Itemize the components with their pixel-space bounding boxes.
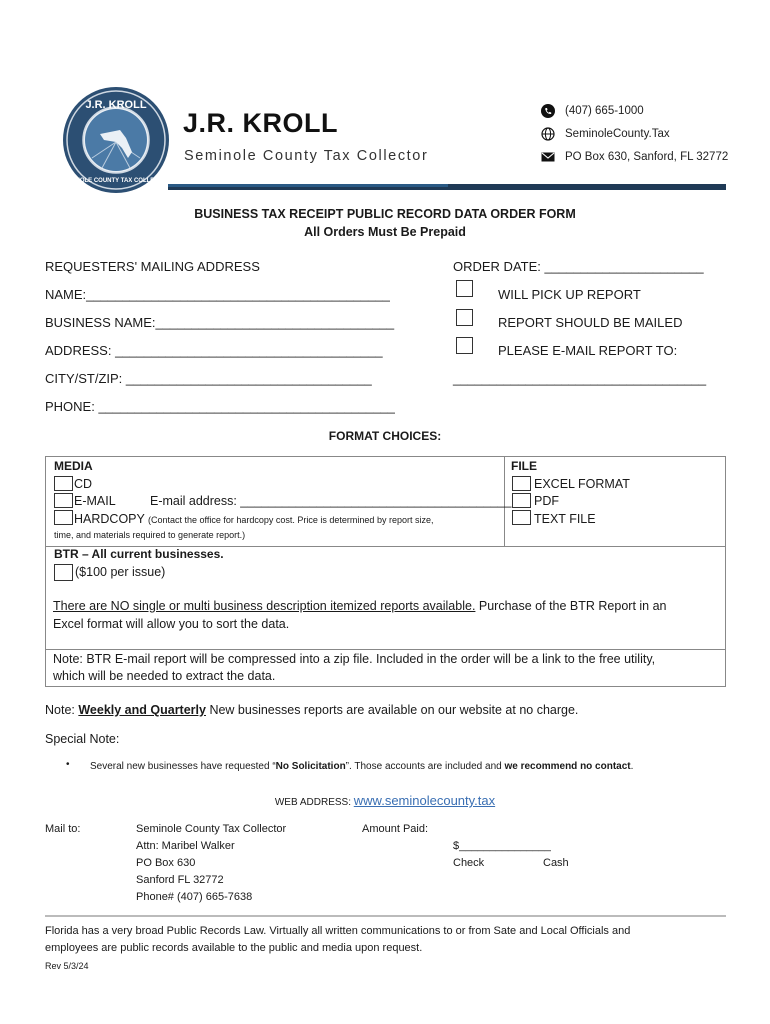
- mail-line-3: PO Box 630: [136, 857, 196, 869]
- pickup-checkbox[interactable]: [456, 280, 473, 297]
- no-itemized-text: There are NO single or multi business description itemized reports available.: [53, 599, 476, 613]
- phone-contact: [541, 104, 644, 118]
- collector-name: J.R. KROLL: [183, 108, 339, 138]
- special-note-label: Special Note:: [45, 732, 120, 746]
- website-contact: [541, 127, 670, 141]
- order-date-field[interactable]: ORDER DATE: ______________________: [453, 259, 704, 274]
- cd-checkbox[interactable]: [54, 476, 73, 491]
- email-report-line[interactable]: ___________________________________: [453, 371, 707, 386]
- address-contact: [541, 150, 728, 164]
- cd-label: CD: [74, 477, 93, 491]
- hardcopy-checkbox[interactable]: [54, 510, 73, 525]
- mail-line-5: Phone# (407) 665-7638: [136, 891, 253, 903]
- zip-note: Note: BTR E-mail report will be compressed into a zip file. Included in the order will be a link to the free utility,: [53, 652, 656, 666]
- requesters-address-label: REQUESTERS' MAILING ADDRESS: [45, 259, 260, 274]
- bullet-icon: •: [66, 759, 70, 770]
- phone-field[interactable]: PHONE: _________________________________________: [45, 399, 395, 414]
- business-name-field[interactable]: BUSINESS NAME:_________________________________: [45, 315, 395, 330]
- public-records-law-cont: employees are public records available to the public and media upon request.: [45, 942, 423, 954]
- weekly-note: [45, 703, 578, 717]
- hardcopy-note-cont: time, and materials required to generate report.): [54, 530, 246, 540]
- purchase-text: Purchase of the BTR Report in an: [475, 599, 667, 613]
- public-records-law: Florida has a very broad Public Records Law. Virtually all written communications to or from Sate and Local Officials and: [45, 925, 631, 937]
- website-text: SeminoleCounty.Tax: [565, 128, 670, 140]
- mailed-label: REPORT SHOULD BE MAILED: [498, 315, 683, 330]
- note-prefix: Note:: [45, 703, 79, 717]
- form-title: BUSINESS TAX RECEIPT PUBLIC RECORD DATA ORDER FORM: [194, 207, 576, 221]
- name-field[interactable]: NAME:__________________________________________: [45, 287, 390, 302]
- form-subtitle: All Orders Must Be Prepaid: [304, 225, 466, 239]
- mail-to-label: Mail to:: [45, 823, 81, 835]
- phone-number: (407) 665-1000: [565, 105, 644, 117]
- excel-checkbox[interactable]: [512, 476, 531, 491]
- address-field[interactable]: ADDRESS: _____________________________________: [45, 343, 383, 358]
- text-file-label: TEXT FILE: [534, 512, 596, 526]
- btr-price: ($100 per issue): [75, 565, 166, 579]
- address-text: PO Box 630, Sanford, FL 32772: [565, 151, 729, 163]
- format-choices-heading: FORMAT CHOICES:: [328, 429, 442, 443]
- btr-description: [53, 599, 667, 613]
- svg-text:J.R. KROLL: J.R. KROLL: [85, 99, 147, 111]
- amount-paid-label: Amount Paid:: [362, 823, 429, 835]
- bullet-part-b: ”. Those accounts are included and: [345, 761, 505, 772]
- text-file-checkbox[interactable]: [512, 510, 531, 525]
- web-address-link[interactable]: www.seminolecounty.tax: [353, 793, 496, 808]
- header-divider-accent: [168, 184, 448, 187]
- we-recommend-text: we recommend no contact: [504, 761, 631, 772]
- email-media-checkbox[interactable]: [54, 493, 73, 508]
- hardcopy-note: (Contact the office for hardcopy cost. Price is determined by report size,: [148, 515, 434, 525]
- pdf-checkbox[interactable]: [512, 493, 531, 508]
- county-seal-logo: [62, 86, 170, 194]
- collector-subtitle: Seminole County Tax Collector: [184, 148, 429, 164]
- excel-label: EXCEL FORMAT: [534, 477, 630, 491]
- hardcopy-label: HARDCOPY: [74, 512, 145, 526]
- btr-heading: BTR – All current businesses.: [54, 547, 224, 561]
- no-solicitation-text: No Solicitation: [275, 761, 346, 772]
- btr-checkbox[interactable]: [54, 564, 73, 581]
- mail-icon: [541, 150, 555, 164]
- footer-divider: [45, 915, 726, 917]
- pdf-label: PDF: [534, 494, 559, 508]
- bullet-part-a: Several new businesses have requested “: [90, 761, 276, 772]
- amount-paid-field[interactable]: $_______________: [453, 840, 551, 852]
- special-note-bullet: [90, 761, 633, 772]
- city-field[interactable]: CITY/ST/ZIP: __________________________________: [45, 371, 372, 386]
- email-report-label: PLEASE E-MAIL REPORT TO:: [498, 343, 678, 358]
- check-option[interactable]: Check: [453, 857, 485, 869]
- revision-date: Rev 5/3/24: [45, 961, 89, 971]
- weekly-quarterly-text: Weekly and Quarterly: [78, 703, 206, 717]
- media-header: MEDIA: [54, 459, 93, 473]
- web-address: [0, 792, 770, 810]
- svg-text:SEMINOLE COUNTY TAX COLLECTOR: SEMINOLE COUNTY TAX COLLECTOR: [62, 178, 170, 184]
- cash-option[interactable]: Cash: [543, 857, 569, 869]
- mailed-checkbox[interactable]: [456, 309, 473, 326]
- phone-icon: [541, 104, 555, 118]
- note-rest: New businesses reports are available on our website at no charge.: [205, 703, 579, 717]
- zip-note-cont: which will be needed to extract the data.: [53, 669, 276, 683]
- btr-section: [45, 546, 726, 650]
- bullet-part-c: .: [630, 761, 634, 772]
- web-address-label: WEB ADDRESS:: [274, 797, 354, 808]
- mail-line-1: Seminole County Tax Collector: [136, 823, 287, 835]
- pickup-label: WILL PICK UP REPORT: [498, 287, 641, 302]
- globe-icon: [541, 127, 555, 141]
- mail-line-4: Sanford FL 32772: [136, 874, 224, 886]
- mail-line-2: Attn: Maribel Walker: [136, 840, 235, 852]
- file-header: FILE: [511, 459, 537, 473]
- email-media-label: E-MAIL: [74, 494, 116, 508]
- email-report-checkbox[interactable]: [456, 337, 473, 354]
- purchase-text-cont: Excel format will allow you to sort the data.: [53, 617, 290, 631]
- email-address-field[interactable]: E-mail address: _______________________________________: [150, 494, 512, 508]
